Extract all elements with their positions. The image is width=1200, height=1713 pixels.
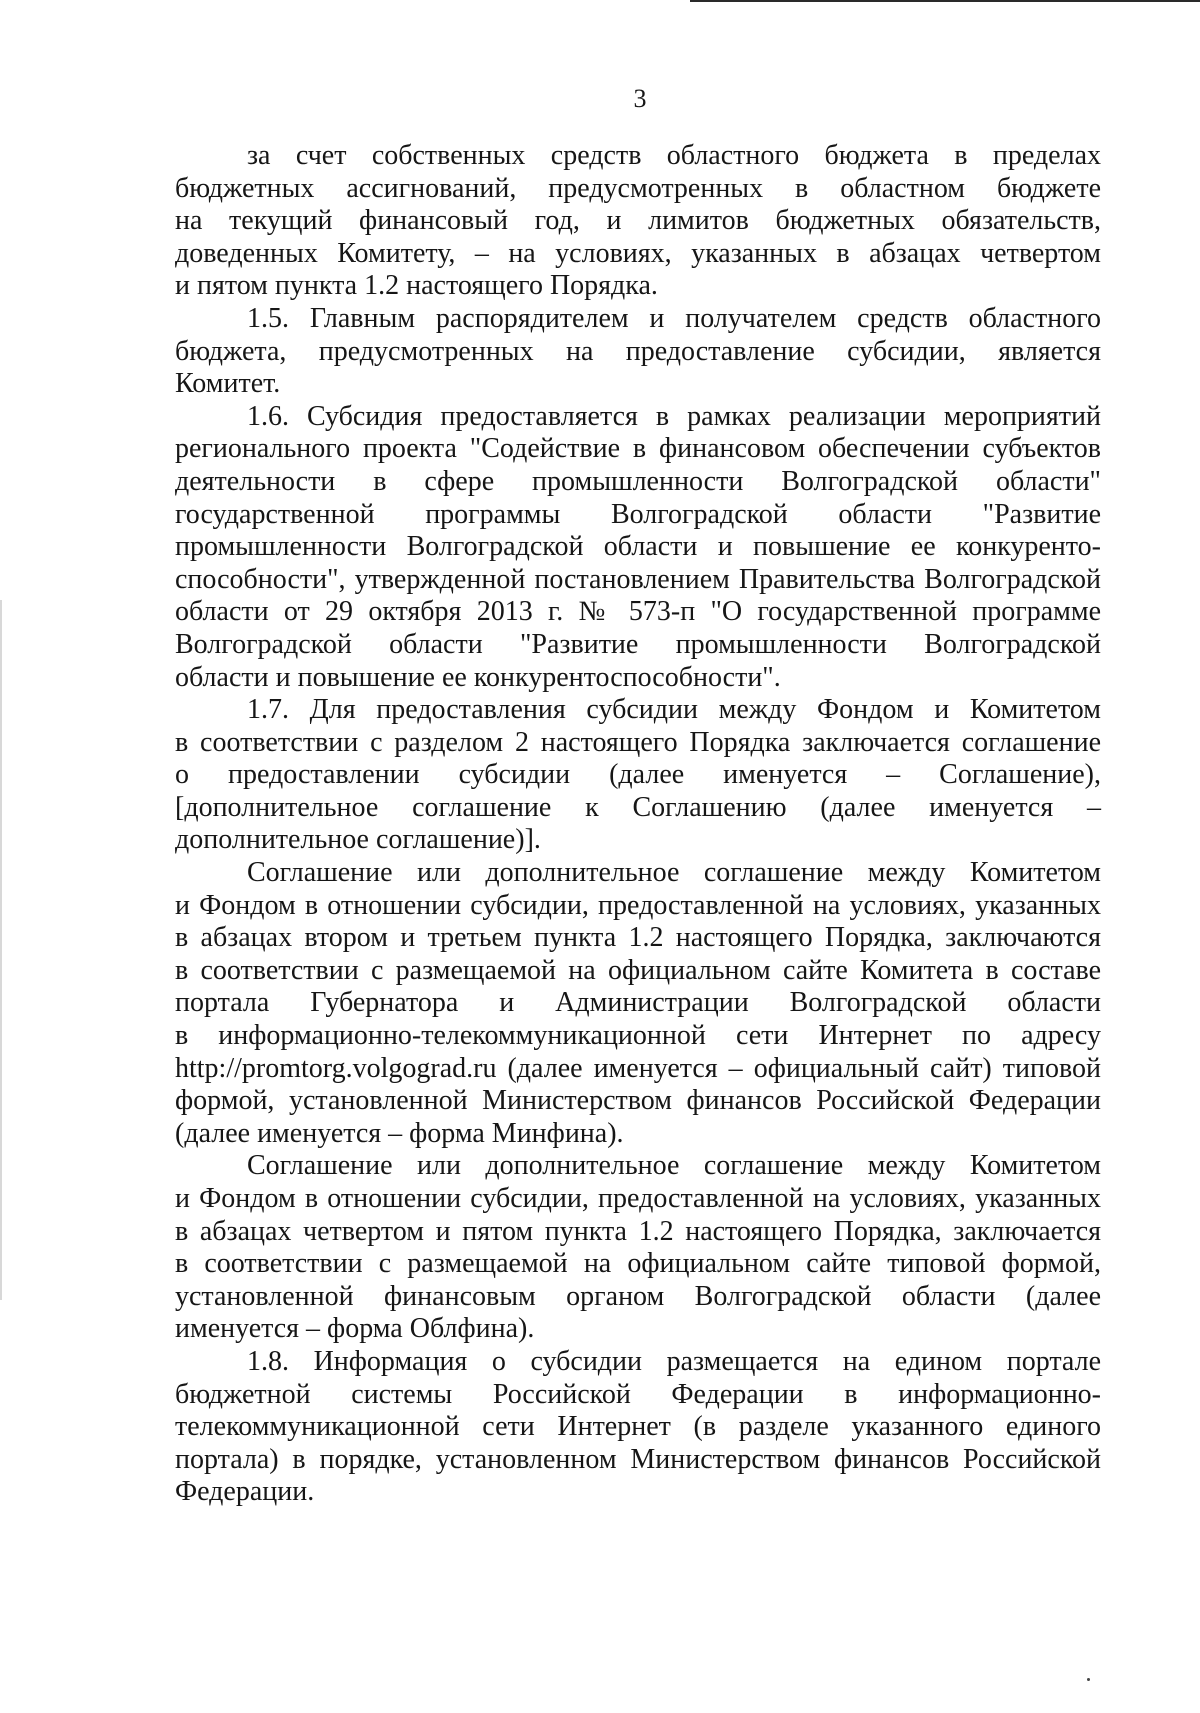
- text-line: Соглашение или дополнительное соглашение между Комитетом: [247, 1150, 1101, 1182]
- text-line: и Фондом в отношении субсидии, предоставленной на условиях, указанных: [175, 1183, 1101, 1214]
- document-body: [175, 140, 1101, 1509]
- paragraph-1-7: [175, 694, 1101, 857]
- text-line: и пятом пункта 1.2 настоящего Порядка.: [175, 270, 658, 302]
- top-edge-line: [690, 0, 1200, 2]
- text-line: Волгоградской области "Развитие промышленности Волгоградской: [175, 628, 1101, 660]
- text-line: за счет собственных средств областного бюджета в пределах: [247, 140, 1101, 171]
- text-line: (далее именуется – форма Минфина).: [175, 1117, 624, 1149]
- text-line: промышленности Волгоградской области и повышение ее конкуренто-: [175, 531, 1101, 563]
- text-line: регионального проекта "Содействие в финансовом обеспечении субъектов: [175, 433, 1101, 465]
- text-line: 1.7. Для предоставления субсидии между Фондом и Комитетом: [247, 694, 1101, 726]
- text-line: 1.8. Информация о субсидии размещается на едином портале: [247, 1345, 1101, 1377]
- paragraph-1-6: [175, 401, 1101, 694]
- scan-left-edge: [0, 600, 2, 1300]
- text-line: дополнительное соглашение)].: [175, 824, 541, 856]
- text-line: телекоммуникационной сети Интернет (в разделе указанного единого: [175, 1411, 1101, 1443]
- text-line: на текущий финансовый год, и лимитов бюджетных обязательств,: [175, 205, 1101, 237]
- text-line: именуется – форма Облфина).: [175, 1313, 535, 1345]
- text-line: 1.5. Главным распорядителем и получателем средств областного: [247, 302, 1101, 334]
- text-line: в абзацах втором и третьем пункта 1.2 настоящего Порядка, заключаются: [175, 922, 1101, 954]
- text-line: Федерации.: [175, 1476, 315, 1508]
- paragraph-1-8: [175, 1346, 1101, 1509]
- text-line: в соответствии с разделом 2 настоящего Порядка заключается соглашение: [175, 726, 1101, 758]
- text-line: Комитет.: [175, 368, 281, 400]
- text-line: в соответствии с размещаемой на официальном сайте Комитета в составе: [175, 954, 1101, 986]
- paragraph-1-5: [175, 303, 1101, 401]
- text-line: доведенных Комитету, – на условиях, указанных в абзацах четвертом: [175, 237, 1101, 269]
- text-line: бюджетных ассигнований, предусмотренных в областном бюджете: [175, 172, 1101, 204]
- paragraph-continuation: [175, 140, 1101, 303]
- text-line: о предоставлении субсидии (далее именуется – Соглашение),: [175, 759, 1101, 791]
- text-line: способности", утвержденной постановлением Правительства Волгоградской: [175, 563, 1101, 595]
- text-line: бюджетной системы Российской Федерации в информационно-: [175, 1378, 1101, 1410]
- text-line: и Фондом в отношении субсидии, предоставленной на условиях, указанных: [175, 889, 1101, 921]
- scan-speck: [1087, 1678, 1090, 1681]
- page-number: 3: [633, 84, 647, 113]
- text-line: в соответствии с размещаемой на официальном сайте типовой формой,: [175, 1248, 1101, 1280]
- text-line-with-url: http://promtorg.volgograd.ru (далее именуется – официальный сайт) типовой: [175, 1052, 1101, 1084]
- text-line: области от 29 октября 2013 г. № 573-п "О государственной программе: [175, 596, 1101, 628]
- text-line: портала) в порядке, установленном Министерством финансов Российской: [175, 1443, 1101, 1475]
- paragraph-agreement-minfin: [175, 857, 1101, 1150]
- text-line: области и повышение ее конкурентоспособности".: [175, 661, 781, 693]
- text-line: в абзацах четвертом и пятом пункта 1.2 настоящего Порядка, заключается: [175, 1215, 1101, 1247]
- text-line: деятельности в сфере промышленности Волгоградской области": [175, 465, 1101, 497]
- text-line: бюджета, предусмотренных на предоставление субсидии, является: [175, 335, 1101, 367]
- text-line: портала Губернатора и Администрации Волгоградской области: [175, 987, 1101, 1019]
- text-line: 1.6. Субсидия предоставляется в рамках реализации мероприятий: [247, 400, 1101, 432]
- paragraph-agreement-oblfin: [175, 1150, 1101, 1346]
- text-line: государственной программы Волгоградской области "Развитие: [175, 498, 1101, 530]
- text-line: формой, установленной Министерством финансов Российской Федерации: [175, 1085, 1101, 1117]
- text-line: установленной финансовым органом Волгоградской области (далее: [175, 1280, 1101, 1312]
- text-line: Соглашение или дополнительное соглашение между Комитетом: [247, 857, 1101, 889]
- text-line: в информационно-телекоммуникационной сети Интернет по адресу: [175, 1020, 1101, 1052]
- text-line: [дополнительное соглашение к Соглашению (далее именуется –: [175, 791, 1101, 823]
